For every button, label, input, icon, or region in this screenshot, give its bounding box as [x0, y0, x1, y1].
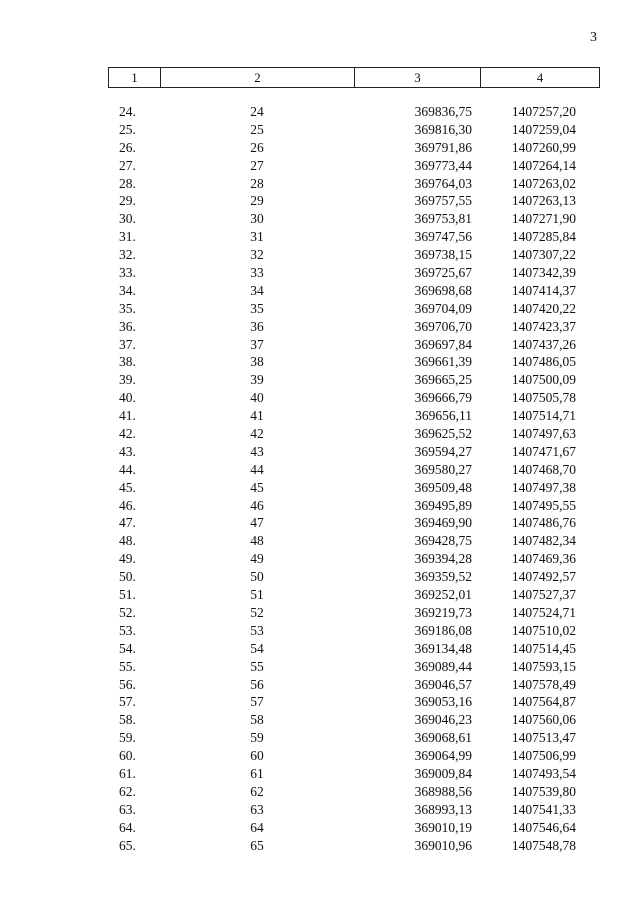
- point-number-cell: 24: [250, 104, 264, 119]
- y-coordinate-cell: 1407307,22: [511, 247, 576, 263]
- x-coordinate-cell: 369509,48: [414, 479, 472, 495]
- table-row: [108, 801, 598, 819]
- table-row: [108, 246, 598, 264]
- point-index-cell: 62.: [119, 783, 136, 799]
- point-index-cell: 48.: [119, 533, 136, 549]
- x-coordinate-cell: 369725,67: [414, 265, 472, 281]
- point-number-cell: 45: [250, 479, 264, 495]
- table-row: [108, 497, 598, 515]
- table-row: [108, 783, 598, 801]
- point-number-cell: 27: [250, 157, 264, 173]
- table-row: [108, 371, 598, 389]
- y-coordinate-cell: 1407493,54: [511, 765, 576, 781]
- y-coordinate-cell: 1407593,15: [511, 658, 576, 674]
- table-row: [108, 389, 598, 407]
- x-coordinate-cell: 369010,19: [414, 819, 472, 835]
- x-coordinate-cell: 369469,90: [414, 515, 472, 531]
- x-coordinate-cell: 369747,56: [414, 229, 472, 245]
- point-index-cell: 59.: [119, 730, 136, 746]
- point-index-cell: 57.: [119, 694, 136, 710]
- point-index-cell: 63.: [119, 801, 136, 817]
- x-coordinate-cell: 369359,52: [414, 569, 472, 585]
- table-row: [108, 622, 598, 640]
- y-coordinate-cell: 1407259,04: [511, 121, 576, 137]
- point-index-cell: 46.: [119, 497, 136, 513]
- x-coordinate-cell: 369656,11: [415, 408, 472, 424]
- point-number-cell: 56: [250, 676, 264, 692]
- point-number-cell: 50: [250, 569, 264, 585]
- x-coordinate-cell: 369064,99: [414, 748, 472, 764]
- point-index-cell: 54.: [119, 640, 136, 656]
- table-row: [108, 568, 598, 586]
- point-index-cell: 50.: [119, 569, 136, 585]
- x-coordinate-cell: 369697,84: [414, 336, 472, 352]
- header-cell-1: 1: [109, 68, 161, 87]
- point-number-cell: 40: [250, 390, 264, 406]
- point-index-cell: 29.: [119, 193, 136, 209]
- point-number-cell: 54: [250, 640, 264, 656]
- x-coordinate-cell: 369495,89: [414, 497, 472, 513]
- x-coordinate-cell: 369053,16: [414, 694, 472, 710]
- point-index-cell: 31.: [119, 229, 136, 245]
- point-index-cell: 64.: [119, 819, 136, 835]
- x-coordinate-cell: 369089,44: [414, 658, 472, 674]
- point-number-cell: 48: [250, 533, 264, 549]
- y-coordinate-cell: 1407420,22: [511, 300, 576, 316]
- y-coordinate-cell: 1407468,70: [511, 461, 576, 477]
- point-index-cell: 39.: [119, 372, 136, 388]
- y-coordinate-cell: 1407260,99: [511, 139, 576, 155]
- table-row: [108, 640, 598, 658]
- table-row: [108, 103, 598, 121]
- table-row: [108, 658, 598, 676]
- x-coordinate-cell: 369738,15: [414, 247, 472, 263]
- table-row: [108, 461, 598, 479]
- point-index-cell: 52.: [119, 604, 136, 620]
- table-row: [108, 837, 598, 855]
- y-coordinate-cell: 1407263,02: [511, 175, 576, 191]
- y-coordinate-cell: 1407505,78: [511, 390, 576, 406]
- point-index-cell: 34.: [119, 282, 136, 298]
- point-number-cell: 47: [250, 515, 264, 531]
- table-row: [108, 175, 598, 193]
- table-row: [108, 586, 598, 604]
- y-coordinate-cell: 1407524,71: [511, 604, 576, 620]
- x-coordinate-cell: 368993,13: [414, 801, 472, 817]
- table-row: [108, 192, 598, 210]
- y-coordinate-cell: 1407285,84: [511, 229, 576, 245]
- point-number-cell: 43: [250, 443, 264, 459]
- point-number-cell: 59: [250, 730, 264, 746]
- point-index-cell: 27.: [119, 157, 136, 173]
- x-coordinate-cell: 369186,08: [414, 622, 472, 638]
- point-index-cell: 45.: [119, 479, 136, 495]
- point-number-cell: 60: [250, 748, 264, 764]
- page-number: 3: [590, 30, 597, 45]
- point-number-cell: 39: [250, 372, 264, 388]
- point-index-cell: 44.: [119, 461, 136, 477]
- point-number-cell: 64: [250, 819, 264, 835]
- x-coordinate-cell: 369219,73: [414, 604, 472, 620]
- y-coordinate-cell: 1407469,36: [511, 551, 576, 567]
- y-coordinate-cell: 1407437,26: [511, 336, 576, 352]
- x-coordinate-cell: 369706,70: [414, 318, 472, 334]
- x-coordinate-cell: 369009,84: [414, 765, 472, 781]
- table-row: [108, 282, 598, 300]
- point-index-cell: 28.: [119, 175, 136, 191]
- point-number-cell: 26: [250, 139, 264, 155]
- point-index-cell: 51.: [119, 587, 136, 603]
- y-coordinate-cell: 1407560,06: [511, 712, 576, 728]
- table-row: [108, 228, 598, 246]
- x-coordinate-cell: 369068,61: [414, 730, 472, 746]
- y-coordinate-cell: 1407342,39: [511, 265, 576, 281]
- table-row: [108, 425, 598, 443]
- x-coordinate-cell: 369757,55: [414, 193, 472, 209]
- point-number-cell: 38: [250, 354, 264, 370]
- point-number-cell: 32: [250, 247, 264, 263]
- table-row: [108, 336, 598, 354]
- x-coordinate-cell: 369764,03: [414, 175, 472, 191]
- y-coordinate-cell: 1407271,90: [511, 211, 576, 227]
- y-coordinate-cell: 1407497,63: [511, 426, 576, 442]
- point-index-cell: 53.: [119, 622, 136, 638]
- point-number-cell: 30: [250, 211, 264, 227]
- y-coordinate-cell: 1407564,87: [511, 694, 576, 710]
- point-index-cell: 33.: [119, 265, 136, 281]
- x-coordinate-cell: 369625,52: [414, 426, 472, 442]
- point-index-cell: 32.: [119, 247, 136, 263]
- y-coordinate-cell: 1407514,45: [511, 640, 576, 656]
- y-coordinate-cell: 1407264,14: [511, 157, 576, 173]
- point-index-cell: 60.: [119, 748, 136, 764]
- y-coordinate-cell: 1407263,13: [511, 193, 576, 209]
- point-number-cell: 57: [250, 694, 264, 710]
- point-number-cell: 44: [250, 461, 264, 477]
- point-number-cell: 25: [250, 121, 264, 137]
- point-index-cell: 41.: [119, 408, 136, 424]
- point-number-cell: 52: [250, 604, 264, 620]
- x-coordinate-cell: 369134,48: [414, 640, 472, 656]
- table-row: [108, 532, 598, 550]
- table-row: [108, 604, 598, 622]
- point-index-cell: 35.: [119, 300, 136, 316]
- y-coordinate-cell: 1407541,33: [511, 801, 576, 817]
- x-coordinate-cell: 369252,01: [414, 587, 472, 603]
- point-index-cell: 24.: [119, 104, 136, 119]
- table-row: [108, 693, 598, 711]
- x-coordinate-cell: 369394,28: [414, 551, 472, 567]
- table-row: [108, 121, 598, 139]
- x-coordinate-cell: 369428,75: [414, 533, 472, 549]
- point-number-cell: 31: [250, 229, 264, 245]
- point-index-cell: 30.: [119, 211, 136, 227]
- table-row: [108, 139, 598, 157]
- x-coordinate-cell: 368988,56: [414, 783, 472, 799]
- table-row: [108, 676, 598, 694]
- point-index-cell: 56.: [119, 676, 136, 692]
- table-row: [108, 819, 598, 837]
- x-coordinate-cell: 369704,09: [414, 300, 472, 316]
- point-number-cell: 63: [250, 801, 264, 817]
- table-row: [108, 318, 598, 336]
- point-number-cell: 37: [250, 336, 264, 352]
- table-row: [108, 711, 598, 729]
- point-number-cell: 42: [250, 426, 264, 442]
- y-coordinate-cell: 1407257,20: [511, 104, 576, 119]
- point-number-cell: 55: [250, 658, 264, 674]
- point-number-cell: 58: [250, 712, 264, 728]
- y-coordinate-cell: 1407486,05: [511, 354, 576, 370]
- point-number-cell: 29: [250, 193, 264, 209]
- point-number-cell: 41: [250, 408, 264, 424]
- point-number-cell: 34: [250, 282, 264, 298]
- y-coordinate-cell: 1407506,99: [511, 748, 576, 764]
- point-index-cell: 40.: [119, 390, 136, 406]
- y-coordinate-cell: 1407500,09: [511, 372, 576, 388]
- x-coordinate-cell: 369010,96: [414, 837, 472, 853]
- y-coordinate-cell: 1407495,55: [511, 497, 576, 513]
- table-row: [108, 407, 598, 425]
- x-coordinate-cell: 369791,86: [414, 139, 472, 155]
- y-coordinate-cell: 1407539,80: [511, 783, 576, 799]
- x-coordinate-cell: 369753,81: [414, 211, 472, 227]
- y-coordinate-cell: 1407578,49: [511, 676, 576, 692]
- y-coordinate-cell: 1407510,02: [511, 622, 576, 638]
- point-index-cell: 36.: [119, 318, 136, 334]
- header-cell-2: 2: [161, 68, 355, 87]
- x-coordinate-cell: 369665,25: [414, 372, 472, 388]
- point-index-cell: 61.: [119, 765, 136, 781]
- point-number-cell: 49: [250, 551, 264, 567]
- table-row: [108, 550, 598, 568]
- y-coordinate-cell: 1407527,37: [511, 587, 576, 603]
- x-coordinate-cell: 369580,27: [414, 461, 472, 477]
- table-row: [108, 157, 598, 175]
- y-coordinate-cell: 1407546,64: [511, 819, 576, 835]
- point-index-cell: 58.: [119, 712, 136, 728]
- coordinate-table-body: [108, 103, 598, 854]
- point-index-cell: 26.: [119, 139, 136, 155]
- y-coordinate-cell: 1407423,37: [511, 318, 576, 334]
- y-coordinate-cell: 1407482,34: [511, 533, 576, 549]
- x-coordinate-cell: 369046,57: [414, 676, 472, 692]
- y-coordinate-cell: 1407514,71: [511, 408, 576, 424]
- x-coordinate-cell: 369698,68: [414, 282, 472, 298]
- table-row: [108, 729, 598, 747]
- x-coordinate-cell: 369816,30: [414, 121, 472, 137]
- point-number-cell: 33: [250, 265, 264, 281]
- point-index-cell: 47.: [119, 515, 136, 531]
- point-number-cell: 53: [250, 622, 264, 638]
- y-coordinate-cell: 1407414,37: [511, 282, 576, 298]
- x-coordinate-cell: 369773,44: [414, 157, 472, 173]
- point-number-cell: 61: [250, 765, 264, 781]
- header-cell-3: 3: [355, 68, 481, 87]
- point-number-cell: 28: [250, 175, 264, 191]
- x-coordinate-cell: 369594,27: [414, 443, 472, 459]
- y-coordinate-cell: 1407548,78: [511, 837, 576, 853]
- table-row: [108, 300, 598, 318]
- y-coordinate-cell: 1407486,76: [511, 515, 576, 531]
- point-index-cell: 42.: [119, 426, 136, 442]
- y-coordinate-cell: 1407492,57: [511, 569, 576, 585]
- point-number-cell: 65: [250, 837, 264, 853]
- table-row: [108, 747, 598, 765]
- y-coordinate-cell: 1407513,47: [511, 730, 576, 746]
- table-row: [108, 353, 598, 371]
- x-coordinate-cell: 369666,79: [414, 390, 472, 406]
- header-cell-4: 4: [536, 70, 544, 85]
- point-index-cell: 37.: [119, 336, 136, 352]
- x-coordinate-cell: 369661,39: [414, 354, 472, 370]
- point-index-cell: 49.: [119, 551, 136, 567]
- point-number-cell: 36: [250, 318, 264, 334]
- table-header: [108, 67, 600, 88]
- table-row: [108, 479, 598, 497]
- table-row: [108, 514, 598, 532]
- y-coordinate-cell: 1407497,38: [511, 479, 576, 495]
- x-coordinate-cell: 369046,23: [414, 712, 472, 728]
- point-index-cell: 65.: [119, 837, 136, 853]
- point-index-cell: 55.: [119, 658, 136, 674]
- table-row: [108, 210, 598, 228]
- point-number-cell: 62: [250, 783, 264, 799]
- table-row: [108, 443, 598, 461]
- point-number-cell: 46: [250, 497, 264, 513]
- point-index-cell: 38.: [119, 354, 136, 370]
- table-row: [108, 765, 598, 783]
- point-number-cell: 35: [250, 300, 264, 316]
- point-index-cell: 25.: [119, 121, 136, 137]
- x-coordinate-cell: 369836,75: [414, 104, 472, 119]
- point-index-cell: 43.: [119, 443, 136, 459]
- y-coordinate-cell: 1407471,67: [511, 443, 576, 459]
- point-number-cell: 51: [250, 587, 264, 603]
- table-row: [108, 264, 598, 282]
